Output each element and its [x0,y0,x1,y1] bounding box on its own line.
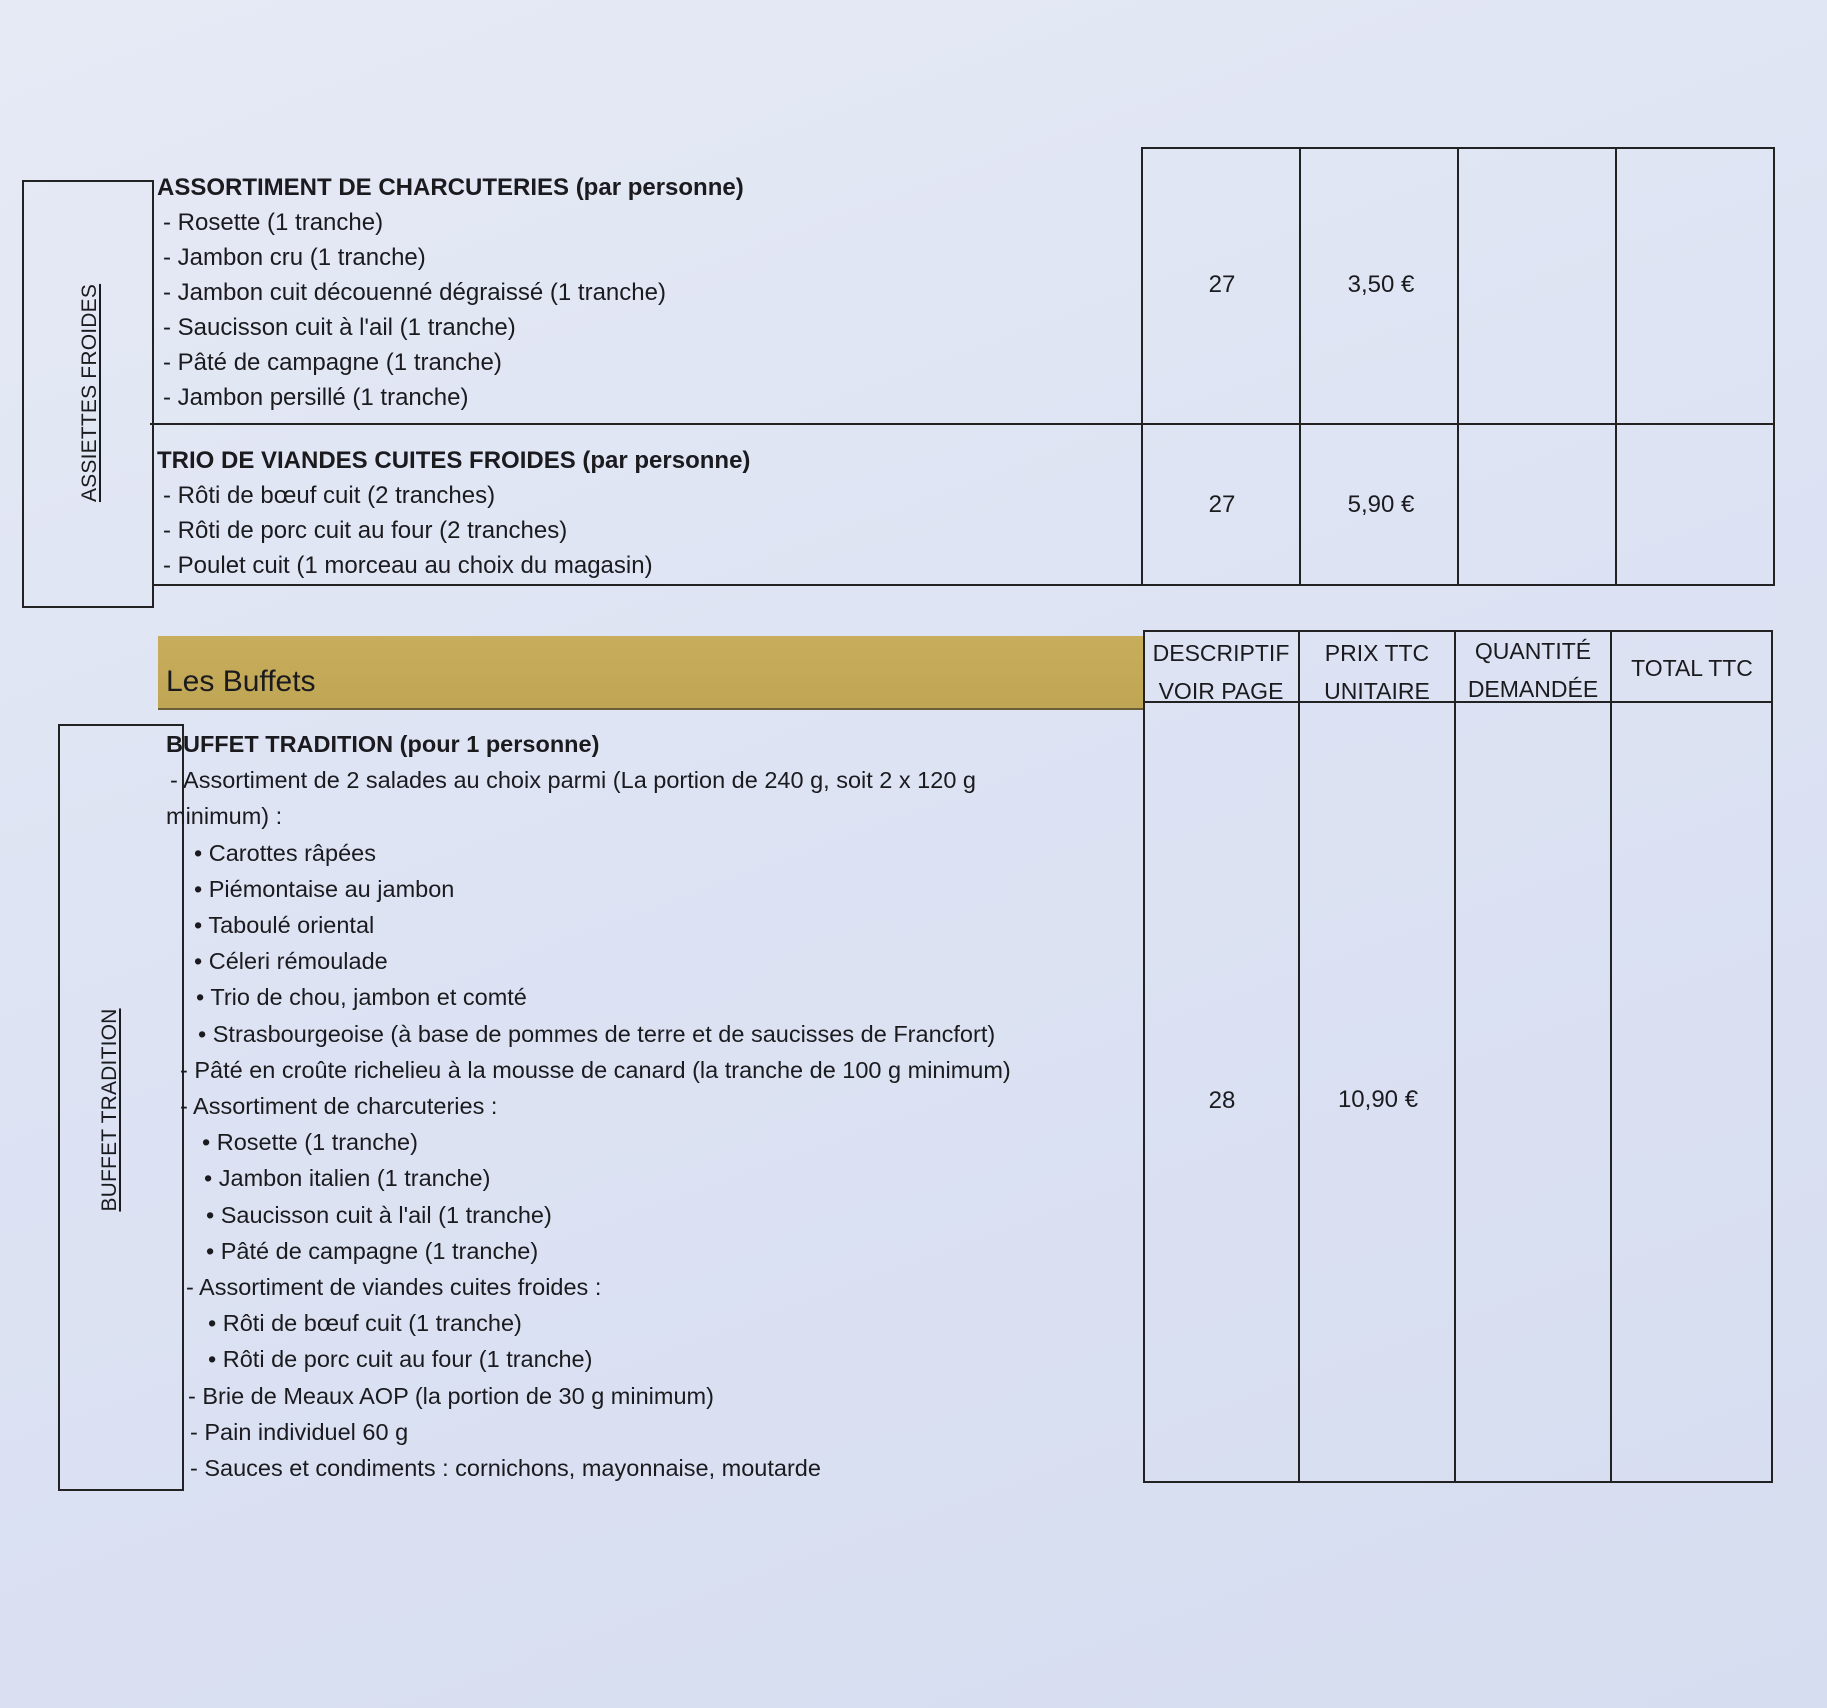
list-item: - Jambon cuit découenné dégraissé (1 tranche) [163,279,666,306]
item-title: ASSORTIMENT DE CHARCUTERIES (par personne) [157,174,744,201]
price-grid-2 [1143,630,1773,1483]
grid-col-divider [1457,147,1459,586]
header-line: VOIR PAGE [1158,678,1284,704]
page-ref: 27 [1208,491,1236,518]
list-item: • Trio de chou, jambon et comté [196,984,527,1011]
header-prix [1324,634,1430,710]
header-line: DESCRIPTIF [1152,640,1290,666]
header-descriptif [1153,634,1290,710]
list-item: - Saucisson cuit à l'ail (1 tranche) [163,314,516,341]
list-item: • Taboulé oriental [194,912,375,939]
item-charcuteries [157,170,744,415]
item-title: TRIO DE VIANDES CUITES FROIDES (par personne) [157,447,751,474]
list-item: - Pâté de campagne (1 tranche) [163,349,502,376]
list-item: • Rosette (1 tranche) [202,1129,418,1156]
item-trio-viandes [157,443,750,583]
list-item: - Sauces et condiments : cornichons, mayonnaise, moutarde [190,1455,821,1482]
banner-title: Les Buffets [166,665,316,698]
header-line: PRIX TTC [1324,640,1430,666]
list-item: • Saucisson cuit à l'ail (1 tranche) [206,1201,552,1228]
side-label-assiettes-froides: ASSIETTES FROIDES [78,283,101,503]
grid-col-divider [1610,630,1612,1483]
unit-price: 5,90 € [1347,491,1415,518]
item-buffet-tradition [166,726,1011,1486]
list-item: - Assortiment de viandes cuites froides : [186,1274,602,1301]
list-item: • Strasbourgeoise (à base de pommes de terre et de saucisses de Francfort) [198,1020,996,1047]
page-ref: 27 [1208,271,1236,298]
list-item: - Rôti de porc cuit au four (2 tranches) [163,517,568,544]
list-item: • Pâté de campagne (1 tranche) [206,1237,539,1264]
list-item: • Céleri rémoulade [194,948,388,975]
list-item: - Jambon persillé (1 tranche) [163,384,469,411]
list-item: • Carottes râpées [194,839,376,866]
grid-col-divider [1299,147,1301,586]
list-item: • Rôti de bœuf cuit (1 tranche) [208,1310,522,1337]
list-item: • Rôti de porc cuit au four (1 tranche) [208,1346,593,1373]
grid-col-divider [1615,147,1617,586]
list-item: - Pain individuel 60 g [190,1418,409,1445]
list-item: - Brie de Meaux AOP (la portion de 30 g minimum) [188,1382,714,1409]
row-left-border [152,423,154,605]
unit-price: 3,50 € [1347,271,1415,298]
item-title: BUFFET TRADITION (pour 1 personne) [166,731,600,757]
unit-price: 10,90 € [1337,1086,1419,1113]
list-item: - Assortiment de charcuteries : [180,1093,498,1120]
grid-col-divider [1454,630,1456,1483]
header-line: UNITAIRE [1324,678,1430,704]
header-line: TOTAL TTC [1631,655,1753,681]
list-item: - Assortiment de 2 salades au choix parmi (La portion de 240 g, soit 2 x 120 g [170,767,976,794]
list-item: - Rôti de bœuf cuit (2 tranches) [163,482,496,509]
page-ref: 28 [1208,1087,1236,1114]
list-item: - Pâté en croûte richelieu à la mousse de canard (la tranche de 100 g minimum) [180,1056,1011,1083]
list-item: minimum) : [166,803,283,830]
list-item: • Jambon italien (1 tranche) [204,1165,491,1192]
header-line: QUANTITÉ [1474,638,1592,664]
header-total [1631,649,1753,687]
list-item: - Poulet cuit (1 morceau au choix du magasin) [163,552,653,579]
list-item: • Piémontaise au jambon [194,875,455,902]
grid-col-divider [1298,630,1300,1483]
header-quantite [1468,632,1598,708]
header-line: DEMANDÉE [1467,676,1599,702]
list-item: - Rosette (1 tranche) [163,209,384,236]
side-label-buffet-tradition: BUFFET TRADITION [98,1008,121,1212]
list-item: - Jambon cru (1 tranche) [163,244,426,271]
